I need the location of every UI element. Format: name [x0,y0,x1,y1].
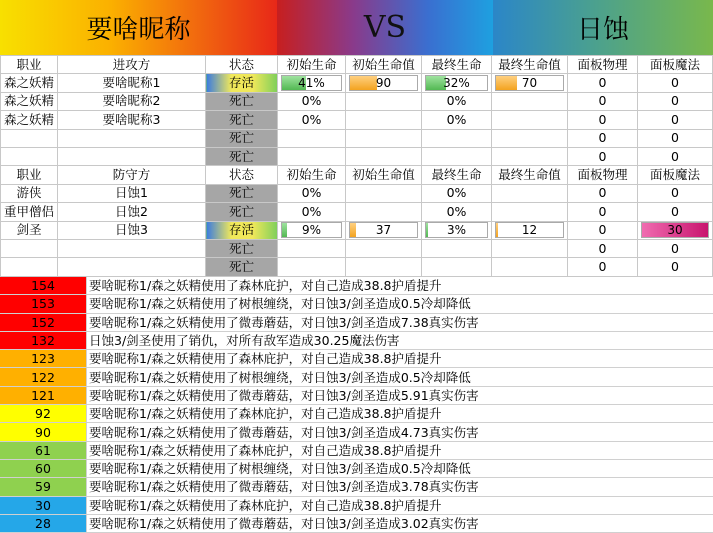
initial-hp-value [346,258,422,276]
final-hp-pct: 0% [422,203,492,221]
attacker-team-name: 要啥昵称 [0,0,277,55]
initial-hp-pct-text: 41% [282,76,341,90]
physical-stat-cell: 0 [568,258,638,276]
final-hp-value [492,111,568,129]
column-header: 状态 [206,56,278,74]
column-header: 最终生命值 [492,166,568,184]
initial-hp-value [346,147,422,165]
log-tick: 90 [0,423,87,441]
initial-hp-pct: 0% [278,203,346,221]
column-header: 最终生命 [422,56,492,74]
class-cell: 森之妖精 [1,92,58,110]
initial-hp-pct-bar [281,75,342,91]
table-row [1,111,713,129]
final-hp-pct [422,147,492,165]
magic-stat-cell: 0 [638,239,713,257]
magic-stat-cell: 0 [638,203,713,221]
status-cell: 死亡 [206,239,278,257]
final-hp-value [492,258,568,276]
magic-stat-cell-text: 30 [642,223,708,237]
status-cell: 死亡 [206,92,278,110]
player-name-cell: 要啥昵称3 [58,111,206,129]
class-cell [1,129,58,147]
physical-stat-cell: 0 [568,147,638,165]
log-message: 要啥昵称1/森之妖精使用了森林庇护，对自己造成38.8护盾提升 [87,405,713,423]
status-cell: 存活 [206,221,278,239]
log-tick: 154 [0,277,87,295]
log-tick: 152 [0,313,87,331]
log-message: 要啥昵称1/森之妖精使用了森林庇护，对自己造成38.8护盾提升 [87,496,713,514]
initial-hp-value-text: 37 [350,223,417,237]
log-entry [0,331,713,349]
final-hp-pct-bar [425,222,488,238]
log-entry [0,496,713,514]
initial-hp-pct: 0% [278,184,346,202]
log-entry [0,368,713,386]
log-entry [0,423,713,441]
initial-hp-value [346,111,422,129]
log-tick: 132 [0,331,87,349]
column-header: 面板物理 [568,56,638,74]
initial-hp-pct [278,239,346,257]
table-row [1,258,713,276]
player-name-cell [58,258,206,276]
column-header: 初始生命 [278,166,346,184]
table-row [1,239,713,257]
class-cell: 游侠 [1,184,58,202]
initial-hp-value-bar [349,75,418,91]
column-header: 最终生命 [422,166,492,184]
status-cell: 死亡 [206,147,278,165]
class-cell: 森之妖精 [1,111,58,129]
player-name-cell [58,129,206,147]
initial-hp-value-bar [349,222,418,238]
table-row [1,184,713,202]
magic-stat-cell: 0 [638,92,713,110]
final-hp-value [492,147,568,165]
initial-hp-pct: 0% [278,111,346,129]
final-hp-pct [422,239,492,257]
column-header: 最终生命值 [492,56,568,74]
battle-stats-table [0,55,713,277]
log-message: 要啥昵称1/森之妖精使用了树根缠绕，对日蚀3/剑圣造成0.5冷却降低 [87,368,713,386]
log-entry [0,386,713,404]
initial-hp-value [346,74,422,92]
log-message: 要啥昵称1/森之妖精使用了树根缠绕，对日蚀3/剑圣造成0.5冷却降低 [87,459,713,477]
table-row [1,203,713,221]
table-row [1,92,713,110]
class-cell [1,258,58,276]
column-header: 防守方 [58,166,206,184]
final-hp-value [492,129,568,147]
player-name-cell: 日蚀3 [58,221,206,239]
log-tick: 59 [0,478,87,496]
table-row [1,221,713,239]
table-row [1,147,713,165]
physical-stat-cell: 0 [568,184,638,202]
battle-log [0,277,713,533]
final-hp-value-bar [495,75,564,91]
magic-stat-cell: 0 [638,74,713,92]
magic-stat-cell [638,221,713,239]
class-cell: 重甲僧侣 [1,203,58,221]
column-header: 初始生命值 [346,56,422,74]
player-name-cell: 要啥昵称2 [58,92,206,110]
final-hp-pct [422,221,492,239]
initial-hp-value [346,129,422,147]
log-entry [0,405,713,423]
initial-hp-pct: 0% [278,92,346,110]
log-tick: 121 [0,386,87,404]
vs-label: VS [277,0,493,55]
table-row [1,129,713,147]
final-hp-value [492,221,568,239]
initial-hp-pct [278,147,346,165]
column-header: 初始生命 [278,56,346,74]
final-hp-pct-text: 32% [426,76,487,90]
log-entry [0,459,713,477]
final-hp-pct: 0% [422,111,492,129]
initial-hp-pct-bar [281,222,342,238]
log-tick: 123 [0,350,87,368]
magic-stat-cell: 0 [638,184,713,202]
class-cell: 剑圣 [1,221,58,239]
status-cell: 死亡 [206,129,278,147]
magic-stat-cell-bar [641,222,709,238]
log-entry [0,350,713,368]
table-row [1,74,713,92]
final-hp-pct [422,74,492,92]
final-hp-value [492,203,568,221]
initial-hp-value [346,92,422,110]
status-cell: 死亡 [206,184,278,202]
log-entry [0,478,713,496]
player-name-cell [58,239,206,257]
magic-stat-cell: 0 [638,111,713,129]
final-hp-pct: 0% [422,184,492,202]
initial-hp-pct [278,221,346,239]
column-header: 职业 [1,56,58,74]
physical-stat-cell: 0 [568,92,638,110]
log-tick: 153 [0,295,87,313]
initial-hp-pct [278,258,346,276]
physical-stat-cell: 0 [568,203,638,221]
final-hp-pct [422,129,492,147]
column-header: 面板魔法 [638,166,713,184]
class-cell [1,239,58,257]
status-cell: 死亡 [206,203,278,221]
status-cell: 死亡 [206,111,278,129]
log-message: 要啥昵称1/森之妖精使用了森林庇护，对自己造成38.8护盾提升 [87,441,713,459]
magic-stat-cell: 0 [638,258,713,276]
attack-header-row [1,56,713,74]
log-message: 日蚀3/剑圣使用了销仇，对所有敌军造成30.25魔法伤害 [87,331,713,349]
final-hp-value [492,74,568,92]
log-entry [0,313,713,331]
initial-hp-pct-text: 9% [282,223,341,237]
log-message: 要啥昵称1/森之妖精使用了森林庇护，对自己造成38.8护盾提升 [87,350,713,368]
player-name-cell [58,147,206,165]
class-cell [1,147,58,165]
log-message: 要啥昵称1/森之妖精使用了微毒蘑菇，对日蚀3/剑圣造成7.38真实伤害 [87,313,713,331]
final-hp-value-text: 12 [496,223,563,237]
status-cell: 存活 [206,74,278,92]
final-hp-value-bar [495,222,564,238]
initial-hp-value [346,221,422,239]
log-tick: 60 [0,459,87,477]
log-tick: 30 [0,496,87,514]
initial-hp-value [346,239,422,257]
physical-stat-cell: 0 [568,239,638,257]
class-cell: 森之妖精 [1,74,58,92]
final-hp-pct: 0% [422,92,492,110]
initial-hp-value-text: 90 [350,76,417,90]
log-message: 要啥昵称1/森之妖精使用了微毒蘑菇，对日蚀3/剑圣造成3.78真实伤害 [87,478,713,496]
column-header: 面板魔法 [638,56,713,74]
log-message: 要啥昵称1/森之妖精使用了树根缠绕，对日蚀3/剑圣造成0.5冷却降低 [87,295,713,313]
initial-hp-pct [278,74,346,92]
column-header: 进攻方 [58,56,206,74]
status-cell: 死亡 [206,258,278,276]
defense-header-row [1,166,713,184]
physical-stat-cell: 0 [568,221,638,239]
log-message: 要啥昵称1/森之妖精使用了微毒蘑菇，对日蚀3/剑圣造成4.73真实伤害 [87,423,713,441]
log-tick: 61 [0,441,87,459]
log-message: 要啥昵称1/森之妖精使用了森林庇护，对自己造成38.8护盾提升 [87,277,713,295]
log-tick: 92 [0,405,87,423]
column-header: 初始生命值 [346,166,422,184]
defender-team-name: 日蚀 [493,0,713,55]
player-name-cell: 日蚀2 [58,203,206,221]
physical-stat-cell: 0 [568,129,638,147]
column-header: 职业 [1,166,58,184]
final-hp-value [492,239,568,257]
final-hp-pct-bar [425,75,488,91]
log-message: 要啥昵称1/森之妖精使用了微毒蘑菇，对日蚀3/剑圣造成5.91真实伤害 [87,386,713,404]
column-header: 面板物理 [568,166,638,184]
player-name-cell: 要啥昵称1 [58,74,206,92]
log-tick: 122 [0,368,87,386]
physical-stat-cell: 0 [568,111,638,129]
final-hp-pct-text: 3% [426,223,487,237]
log-message: 要啥昵称1/森之妖精使用了微毒蘑菇，对日蚀3/剑圣造成3.02真实伤害 [87,514,713,532]
final-hp-pct [422,258,492,276]
magic-stat-cell: 0 [638,129,713,147]
initial-hp-value [346,203,422,221]
log-entry [0,277,713,295]
final-hp-value [492,92,568,110]
player-name-cell: 日蚀1 [58,184,206,202]
column-header: 状态 [206,166,278,184]
initial-hp-value [346,184,422,202]
log-entry [0,295,713,313]
log-entry [0,441,713,459]
physical-stat-cell: 0 [568,74,638,92]
initial-hp-pct [278,129,346,147]
final-hp-value [492,184,568,202]
magic-stat-cell: 0 [638,147,713,165]
log-tick: 28 [0,514,87,532]
final-hp-value-text: 70 [496,76,563,90]
